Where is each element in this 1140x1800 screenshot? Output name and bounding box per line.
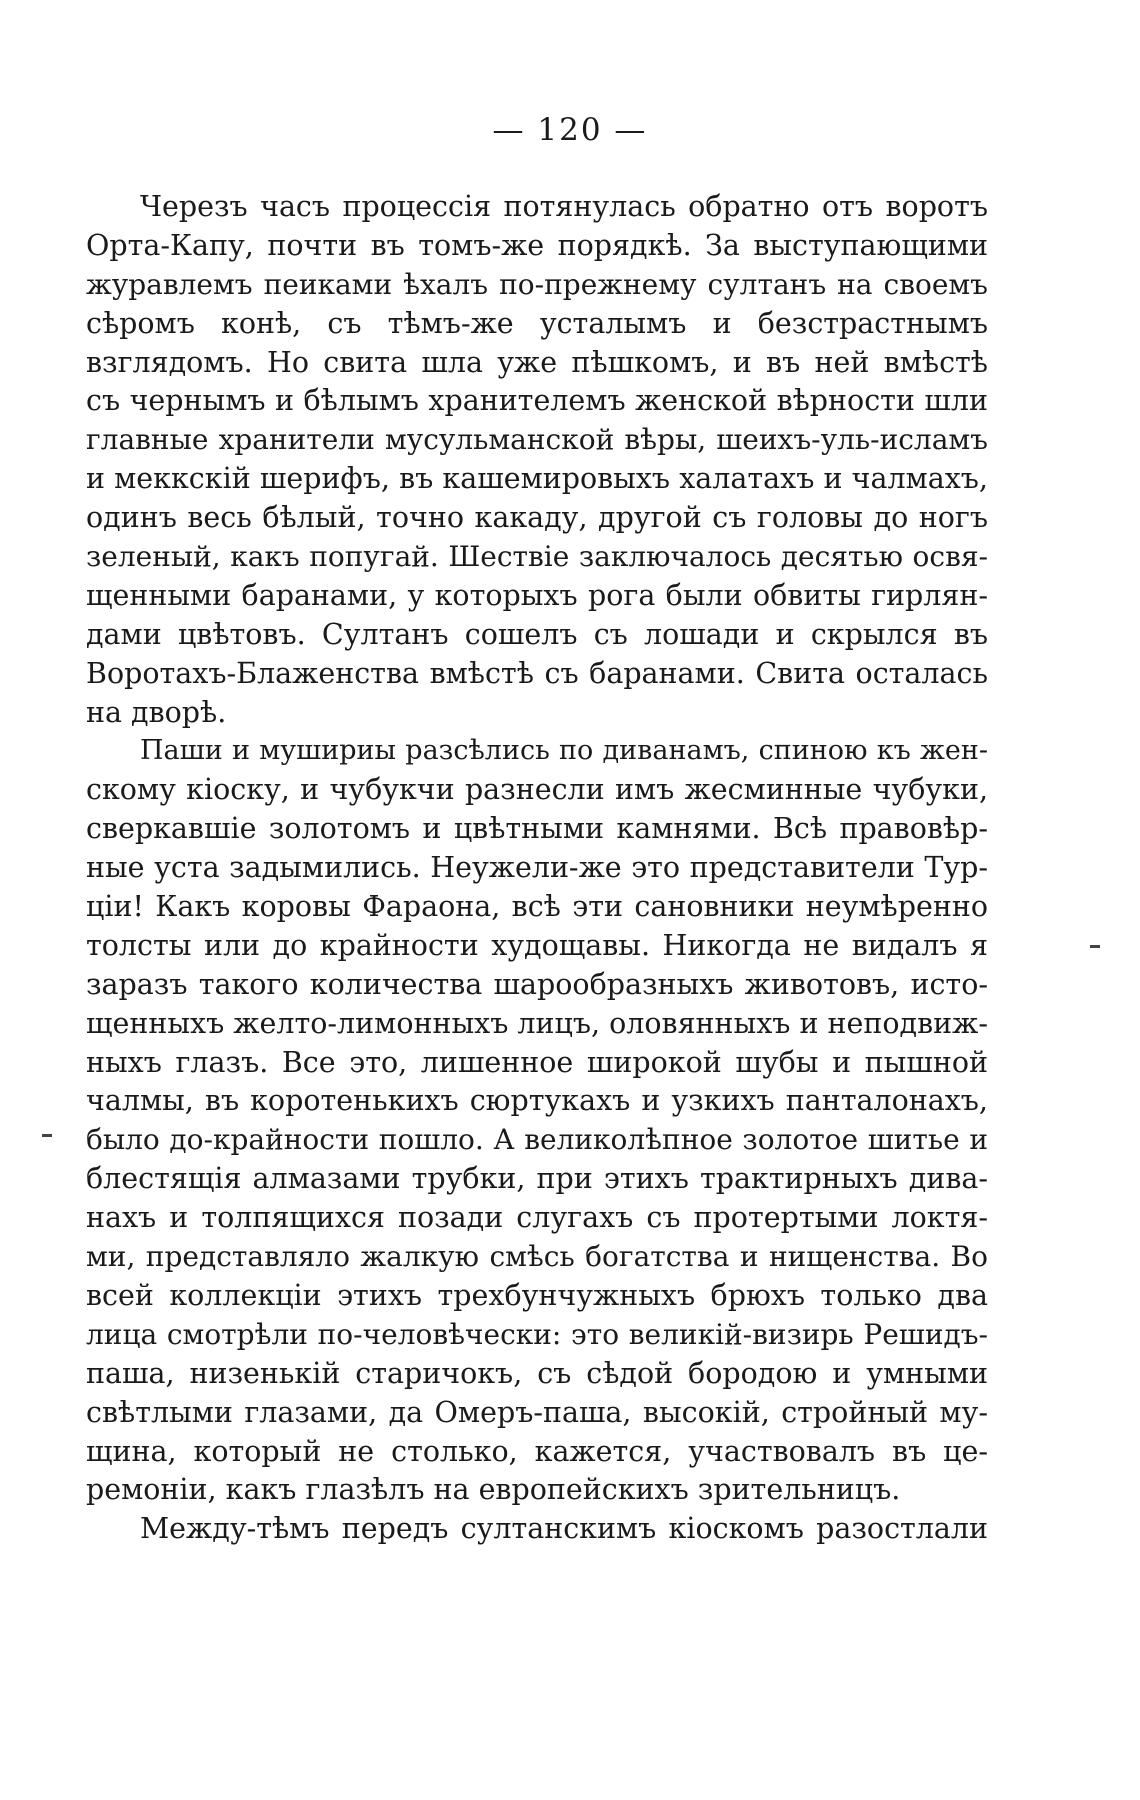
text-line: толсты или до крайности худощавы. Никогда не видалъ я [86,928,988,962]
text-line: ремоніи, какъ глазѣлъ на европейскихъ зрительницъ. [86,1473,901,1507]
text-line: ціи! Какъ коровы Фараона, всѣ эти сановники неумѣренно [86,890,988,924]
text-line: съ чернымъ и бѣлымъ хранителемъ женской вѣрности шли [86,384,988,418]
text-line: Между-тѣмъ передъ султанскимъ кіоскомъ разостлали [140,1512,988,1546]
text-line: взглядомъ. Но свита шла уже пѣшкомъ, и въ ней вмѣстѣ [86,345,988,379]
text-line: свѣтлыми глазами, да Омеръ-паша, высокій, стройный му- [86,1395,988,1429]
text-line: Паши и мушириы разсѣлись по диванамъ, спиною къ жен- [140,735,988,767]
text-line: ныхъ глазъ. Все это, лишенное широкой шубы и пышной [86,1045,988,1079]
text-line: одинъ весь бѣлый, точно какаду, другой съ головы до ногъ [86,501,988,535]
text-line: щенными баранами, у которыхъ рога были обвиты гирлян- [86,578,988,612]
text-line: Воротахъ-Блаженства вмѣстѣ съ баранами. Свита осталась [86,656,988,690]
body-text [86,188,988,1549]
margin-mark [1090,945,1100,948]
text-line: щина, который не столько, кажется, участвовалъ въ це- [86,1434,988,1468]
text-line: было до-крайности пошло. А великолѣпное золотое шитье и [86,1123,988,1157]
text-line: лица смотрѣли по-человѣчески: это великій-визирь Решидъ- [86,1317,988,1351]
text-line: дами цвѣтовъ. Султанъ сошелъ съ лошади и скрылся въ [86,617,988,651]
text-line: чалмы, въ коротенькихъ сюртукахъ и узкихъ панталонахъ, [86,1084,988,1118]
text-line: Орта-Капу, почти въ томъ-же порядкѣ. За выступающими [86,228,988,262]
text-line: нахъ и толпящихся позади слугахъ съ протертыми локтя- [86,1201,988,1235]
page-number: — 120 — [492,112,648,148]
text-line: ные уста задымились. Неужели-же это представители Тур- [86,851,988,885]
text-line: скому кіоску, и чубукчи разнесли имъ жесминные чубуки, [86,773,988,807]
text-line: на дворѣ. [86,695,227,729]
text-line: зеленый, какъ попугай. Шествіе заключалось десятью освя- [86,540,988,574]
text-line: заразъ такого количества шарообразныхъ животовъ, исто- [86,967,988,1001]
text-line: журавлемъ пеиками ѣхалъ по-прежнему султанъ на своемъ [86,267,988,301]
text-line: ми, представляло жалкую смѣсь богатства и нищенства. Во [86,1240,988,1274]
text-line: всей коллекціи этихъ трехбунчужныхъ брюхъ только два [86,1278,988,1312]
text-line: паша, низенькій старичокъ, съ сѣдой бородою и умными [86,1356,988,1390]
text-line: щенныхъ желто-лимонныхъ лицъ, оловянныхъ и неподвиж- [86,1006,988,1040]
text-line: главные хранители мусульманской вѣры, шеихъ-уль-исламъ [86,423,988,457]
text-line: блестящія алмазами трубки, при этихъ трактирныхъ дива- [86,1162,988,1196]
text-line: сѣромъ конѣ, съ тѣмъ-же усталымъ и безстрастнымъ [86,306,988,340]
margin-mark [42,1134,52,1137]
text-line: и меккскій шерифъ, въ кашемировыхъ халатахъ и чалмахъ, [86,462,988,496]
text-line: Черезъ часъ процессія потянулась обратно отъ воротъ [140,190,988,223]
text-line: сверкавшіе золотомъ и цвѣтными камнями. Всѣ правовѣр- [86,812,988,846]
